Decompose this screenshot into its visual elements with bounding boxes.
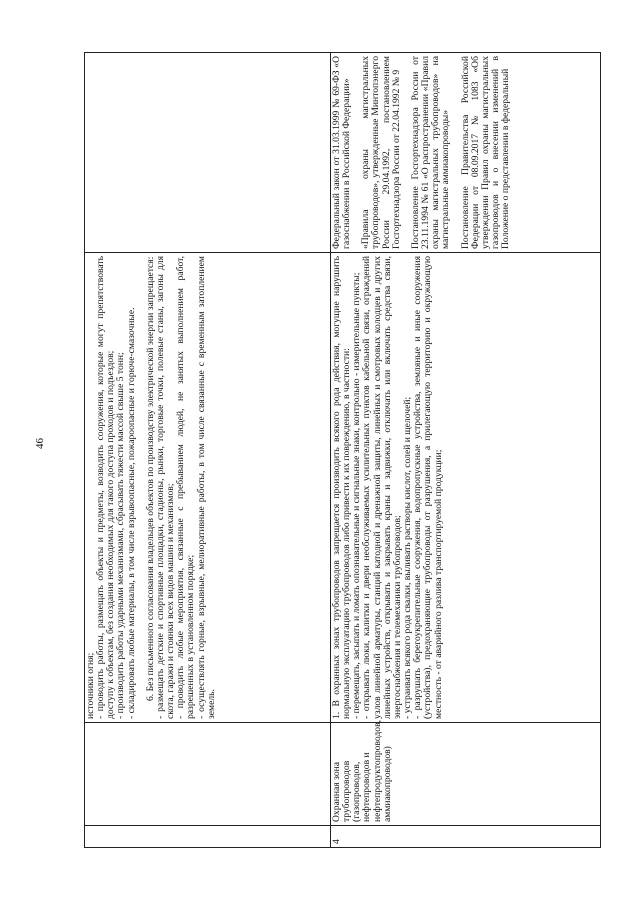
page-number: 46: [34, 438, 46, 449]
restriction-item: источники огня;: [85, 652, 96, 719]
legal-basis-item: Федеральный закон от 31.03.1999 № 69-ФЗ «О газоснабжении в Российской Федерации»: [331, 56, 353, 249]
table-row: [85, 53, 331, 848]
legal-basis-item: Постановление Госгортехнадзора России от 23.11.1994 № 61 «О распространении «Правил охраны магистральных трубопроводов» на магистральные аммиакопроводы»: [409, 56, 452, 249]
restriction-item: - перемещать, засыпать и ломать опознавательные и сигнальные знаки, контрольно - измерительные пункты;: [351, 272, 363, 719]
restriction-item: - проводить любые мероприятия, связанные с пребыванием людей, не занятых выполнением работ, разрешенных в установленном порядке;: [175, 256, 197, 719]
restriction-heading: 1. В охранных зонах трубопроводов запрещается производить всякого рода действия, могущие нарушить нормальную эксплуатацию трубопроводов либо привести к их повреждению, в частности:: [331, 256, 353, 719]
restrictions-table: [84, 52, 601, 848]
rotated-page-content: [84, 53, 600, 848]
restriction-item: - размещать детские и спортивные площадки, стадионы, рынки, торговые точки, полевые станы, загоны для скота, гаражи и стоянки всех видов машин и механизмов;: [154, 256, 177, 719]
restrictions-cell: [331, 253, 601, 723]
legal-basis-item: «Правила охраны магистральных трубопроводов», утвержденные Минтопэнерго России 29.04.1992, постановлением Госгортехнадзора России от 22.04.1992 № 9: [360, 56, 402, 249]
zone-name-cell: [85, 723, 331, 826]
legal-basis-item: Постановление Правительства Российской Федерации от 08.09.2017 № 1083 «Об утверждении Правил охраны магистральных газопроводов и о внесении изменений в Положение о представлении в федеральный: [459, 56, 512, 249]
legal-basis-cell: [331, 53, 601, 253]
table-row: [331, 53, 601, 848]
restriction-item: - производить работы ударными механизмами, сбрасывать тяжести массой свыше 5 тонн;: [115, 352, 127, 719]
legal-basis-cell: [85, 53, 331, 253]
zone-name-cell: Охранная зона трубопроводов (газопроводов, нефтепроводов и нефтепродуктопроводов, аммиакопроводов): [331, 723, 601, 826]
restrictions-cell: [85, 253, 331, 723]
restriction-item: - открывать люки, калитки и двери необслуживаемых усилительных пунктов кабельной связи, ограждений узлов линейной арматуры, станций катодной и дренажной защиты, линейных и смотровых колодцев и других линейных устройств, открывать и закрывать краны и задвижки, отключать или включать средства связи, энергоснабжения и телемеханики трубопроводов;: [361, 256, 403, 719]
row-number-cell: [85, 826, 331, 848]
restriction-item: - устраивать всякого рода свалки, выливать растворы кислот, солей и щелочей;: [402, 396, 414, 719]
restriction-heading: 6. Без письменного согласования владельцев объектов по производству электрической энергии запрещается:: [144, 256, 156, 701]
row-number-cell: 4: [331, 826, 601, 848]
restriction-item: - складировать любые материалы, в том числе взрывоопасные, пожароопасные и горюче-смазочные.: [125, 307, 137, 719]
restriction-item: - разрушать берегоукрепительные сооружения, водопропускные устройства, земляные и иные сооружения (устройства), предохраняющие трубопроводы от разрушения, а прилегающую территорию и окружающую местность - от аварийного разлива транспортируемой продукции;: [412, 256, 444, 719]
restriction-item: - проводить работы, размещать объекты и предметы, возводить сооружения, которые могут препятствовать доступу к объектам, без создания необходимых для такого доступа проходов и подъездов;: [95, 256, 117, 719]
restriction-item: - осуществлять горные, взрывные, мелиоративные работы, в том числе связанные с временным затоплением земель.: [195, 256, 217, 719]
